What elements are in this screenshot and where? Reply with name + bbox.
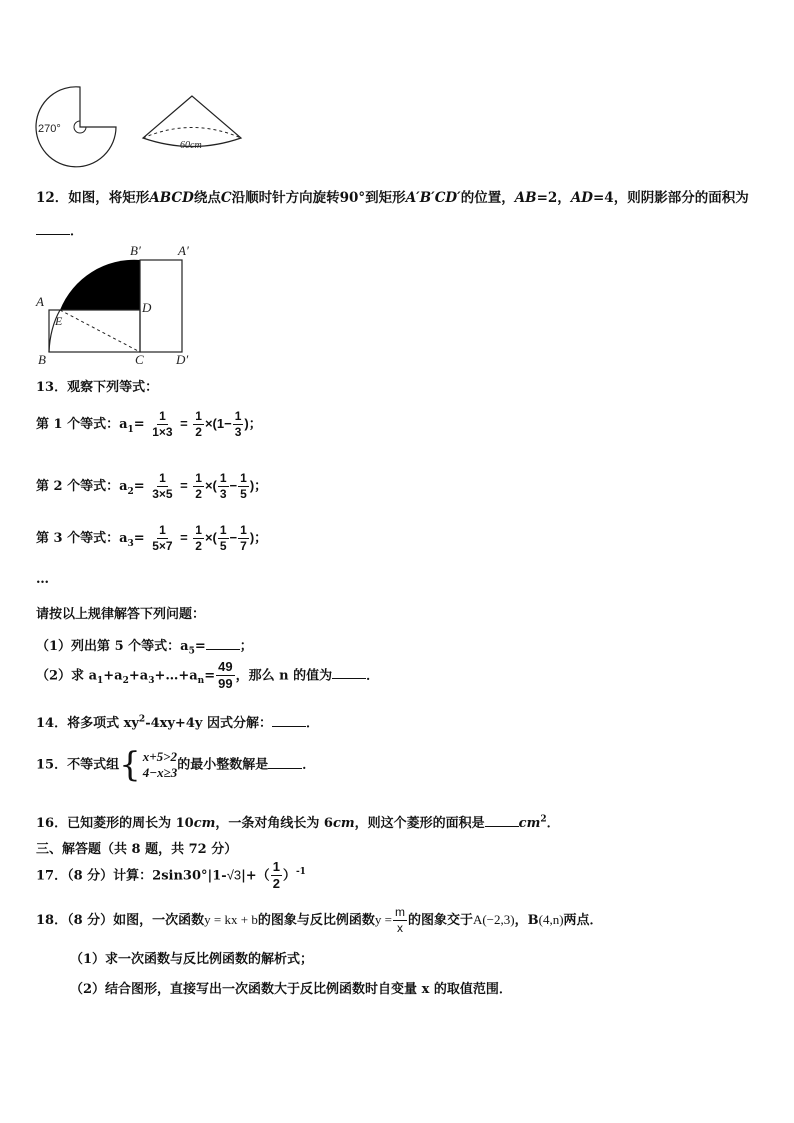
q13-eq3-frac2 — [193, 524, 204, 553]
q16-unit3: cm — [518, 816, 541, 831]
q12-rect2: A′B′CD′ — [405, 190, 461, 206]
q12-end: ． — [70, 224, 84, 239]
q12-label-D: D — [142, 300, 152, 315]
q12-label-B1: B′ — [130, 243, 141, 258]
q17-prefix: 17．（8 分）计算：2sin30°|1- — [36, 868, 227, 884]
frac-den: 1×3 — [152, 425, 173, 440]
q12-text — [36, 186, 749, 206]
q12-mid2: 沿顺时针方向旋转90°到矩形 — [231, 190, 406, 206]
eq: = — [204, 668, 216, 684]
q13-p1-sub: 5 — [188, 646, 195, 657]
q13-p1-prefix: （1）列出第 5 个等式：a — [36, 639, 189, 654]
q12-point: C — [220, 190, 232, 206]
q18-mid2: 的图象交于 — [407, 913, 473, 929]
frac-num: 1 — [238, 524, 249, 539]
q18-frac — [393, 906, 407, 935]
q16-sup: 2 — [540, 814, 547, 825]
frac-den: 2 — [195, 539, 202, 554]
frac-den: x — [396, 921, 403, 936]
q13-eq2-frac3 — [218, 472, 229, 501]
q15 — [36, 745, 316, 785]
q13-eq3-frac4 — [238, 524, 249, 553]
q13-eq2-frac1 — [150, 472, 174, 501]
frac-num: 1 — [157, 524, 168, 539]
q12-label-C: C — [135, 352, 144, 367]
q16-prefix: 16．已知菱形的周长为 10 — [36, 816, 194, 831]
frac-num: 1 — [157, 410, 168, 425]
q12-ad-val: =4，则阴影部分的面积为 — [593, 190, 749, 206]
frac-den: 2 — [272, 876, 280, 892]
q14-rest: -4xy+4y 因式分解： — [145, 716, 272, 731]
q15-end: ． — [302, 757, 316, 773]
q13-part2 — [36, 660, 379, 692]
q15-system — [119, 745, 178, 785]
q12-rect-ABCD — [49, 310, 140, 352]
q13-eq1-frac1 — [150, 410, 174, 439]
q13-title: 13．观察下列等式： — [36, 380, 159, 395]
q13-eq1-equals: = — [133, 417, 145, 433]
q13-eq1-frac3 — [233, 410, 244, 439]
q18-linear-fn: y = kx + b — [204, 912, 258, 928]
frac-num: 1 — [193, 410, 204, 425]
q12-label-A: A — [36, 294, 44, 309]
q12-label-B: B — [38, 352, 46, 367]
q12-mid1: 绕点 — [193, 190, 221, 206]
q15-row2: 4−x≥3 — [142, 765, 178, 780]
q13-eq2-close: )； — [249, 478, 268, 494]
q17-frac — [271, 860, 282, 892]
frac-num: 1 — [157, 472, 168, 487]
q18-comma: ，B — [514, 913, 539, 929]
q12-blank — [36, 222, 70, 235]
q13-eq3-minus: − — [229, 530, 238, 546]
frac-num: m — [393, 906, 407, 921]
q13-eq2: 第 2 个等式：$a_2=$ $\frac{1}{3\times 5}$ = $\frac{1}{2}$ ×( $\frac{1}{3}$ − $\frac{1}{5}$ )； — [36, 471, 268, 502]
sub: n — [197, 675, 205, 686]
q13-dots: … — [36, 572, 49, 587]
q13-p2-end: ，那么 n 的值为 — [235, 668, 333, 684]
q17-sqrt: √3 — [226, 867, 242, 883]
frac-num: 1 — [193, 524, 204, 539]
q15-row1: x+5>2 — [142, 748, 178, 764]
cone-dashed-arc — [143, 128, 241, 139]
q13-eq1-sub: 1 — [127, 424, 134, 435]
q15-blank — [268, 756, 302, 769]
q13-eq1-label: 第 1 个等式：a — [36, 417, 128, 433]
q13-eq3-frac1 — [150, 524, 174, 553]
q18-point-a: A(−2,3) — [472, 912, 515, 928]
q17 — [36, 860, 306, 892]
frac-num: 1 — [271, 860, 282, 876]
frac-den: 3 — [234, 425, 242, 440]
q12-answer-line — [36, 220, 83, 239]
q15-prefix: 15．不等式组 — [36, 757, 120, 773]
q13-p2-period: ． — [366, 668, 380, 684]
q17-mid: |+（ — [241, 868, 270, 884]
q17-sup: -1 — [295, 866, 306, 877]
q16 — [36, 812, 560, 831]
q14-prefix: 14．将多项式 xy — [36, 716, 139, 731]
frac-den: 5 — [219, 539, 227, 554]
q18-end: 两点． — [563, 913, 603, 929]
q13-eq3-label: 第 3 个等式：a — [36, 531, 128, 547]
q13-part1 — [36, 635, 253, 657]
frac-den: 3 — [219, 487, 227, 502]
q14-sup: 2 — [138, 714, 146, 725]
frac-num: 1 — [233, 410, 244, 425]
q16-mid2: ，则这个菱形的面积是 — [354, 816, 485, 831]
cone-sector-label: 60cm — [180, 140, 202, 151]
q12-label-A1: A′ — [178, 243, 189, 258]
q13-eq3-times: ×( — [204, 530, 217, 546]
q13-p2-prefix: （2）求 a — [36, 668, 97, 684]
cone-sector-outline — [143, 96, 241, 147]
q15-brace: { — [119, 745, 141, 785]
q13-eq1-frac2 — [193, 410, 204, 439]
plus-dots: +…+a — [154, 668, 198, 684]
q13-instruction: 请按以上规律解答下列问题： — [36, 607, 206, 622]
frac-num: 1 — [218, 524, 229, 539]
plus: +a — [103, 668, 123, 684]
q13-eq3: 第 3 个等式：$a_3=$ $\frac{1}{5\times 7}$ = $\frac{1}{2}$ ×( $\frac{1}{5}$ − $\frac{1}{7}$ )； — [36, 523, 268, 554]
q13-eq3-close: )； — [249, 530, 268, 546]
q13-eq1-close: )； — [244, 416, 262, 432]
frac-num: 1 — [193, 472, 204, 487]
frac-den: 3×5 — [152, 487, 173, 502]
q18-part1: （1）求一次函数与反比例函数的解析式； — [70, 952, 314, 967]
q18-mid1: 的图象与反比例函数 — [257, 913, 375, 929]
q13-p1-end: ； — [239, 639, 253, 654]
q16-end: ． — [546, 816, 560, 831]
frac-den: 99 — [218, 676, 233, 692]
q13-eq2-frac4 — [238, 472, 249, 501]
q13-p1-eq: = — [194, 639, 206, 654]
q12-ab: AB — [514, 190, 537, 206]
q13-eq3-frac3 — [218, 524, 229, 553]
q13-eq3-sub: 3 — [127, 538, 134, 549]
q14-blank — [272, 714, 306, 727]
q16-unit2: cm — [332, 816, 355, 831]
q13-eq1-times: ×(1− — [204, 416, 232, 432]
frac-den: 2 — [195, 487, 202, 502]
q13-eq2-frac2 — [193, 472, 204, 501]
q15-suffix: 的最小整数解是 — [177, 757, 269, 773]
q18 — [36, 906, 603, 935]
q14 — [36, 712, 319, 731]
frac-den: 2 — [195, 425, 202, 440]
frac-num: 49 — [216, 660, 234, 676]
q18-prefix: 18．（8 分）如图，一次函数 — [36, 913, 205, 929]
q14-end: ． — [305, 716, 319, 731]
sub: 3 — [148, 675, 155, 686]
q12-shaded-region — [60, 260, 140, 310]
q16-blank — [485, 814, 519, 827]
pacman-figure — [30, 83, 130, 171]
q16-unit1: cm — [193, 816, 216, 831]
q12-ad: AD — [570, 190, 593, 206]
plus: +a — [128, 668, 149, 684]
frac-den: 5 — [240, 487, 247, 502]
q13-eq2-times: ×( — [204, 478, 217, 494]
q13-p1-blank — [206, 637, 240, 650]
frac-num: 1 — [218, 472, 229, 487]
q12-rectangle-figure — [30, 240, 200, 368]
q12-label-D1: D′ — [176, 352, 189, 367]
q13-eq2-label: 第 2 个等式：a — [36, 479, 128, 495]
cone-sector-figure — [140, 93, 244, 153]
q13-eq2-sub: 2 — [127, 486, 134, 497]
section3-header: 三、解答题（共 8 题，共 72 分） — [36, 842, 238, 857]
frac-den: 7 — [240, 539, 247, 554]
q12-dashed-EC — [60, 310, 140, 352]
q13-p2-frac — [216, 660, 234, 692]
q13-eq3-equals: = — [133, 531, 145, 547]
sub: 2 — [122, 675, 129, 686]
frac-num: 1 — [238, 472, 249, 487]
q13-eq1: 第 1 个等式：$a_1=$ $\frac{1}{1\times 3}$ = $\frac{1}{2}$ ×(1− $\frac{1}{3}$ )； — [36, 409, 262, 440]
q12-mid3: 的位置， — [460, 190, 515, 206]
pacman-angle-label: 270° — [38, 123, 61, 135]
q12-prefix: 12．如图，将矩形 — [36, 190, 150, 206]
q17-close: ） — [282, 868, 296, 884]
q12-rect1: ABCD — [149, 190, 194, 206]
q13-eq2-equals: = — [133, 479, 145, 495]
q18-point-b: (4,n) — [538, 912, 564, 928]
frac-den: 5×7 — [152, 539, 173, 554]
sub: 1 — [97, 675, 104, 686]
q13-p2-blank — [332, 666, 366, 679]
q13-eq2-minus: − — [229, 478, 238, 494]
q16-mid: ，一条对角线长为 6 — [215, 816, 333, 831]
q18-inverse-fn: y = — [374, 912, 392, 928]
q12-label-E: E — [55, 314, 63, 328]
q18-part2: （2）结合图形，直接写出一次函数大于反比例函数时自变量 x 的取值范围． — [70, 982, 512, 997]
q12-ab-val: =2， — [536, 190, 571, 206]
